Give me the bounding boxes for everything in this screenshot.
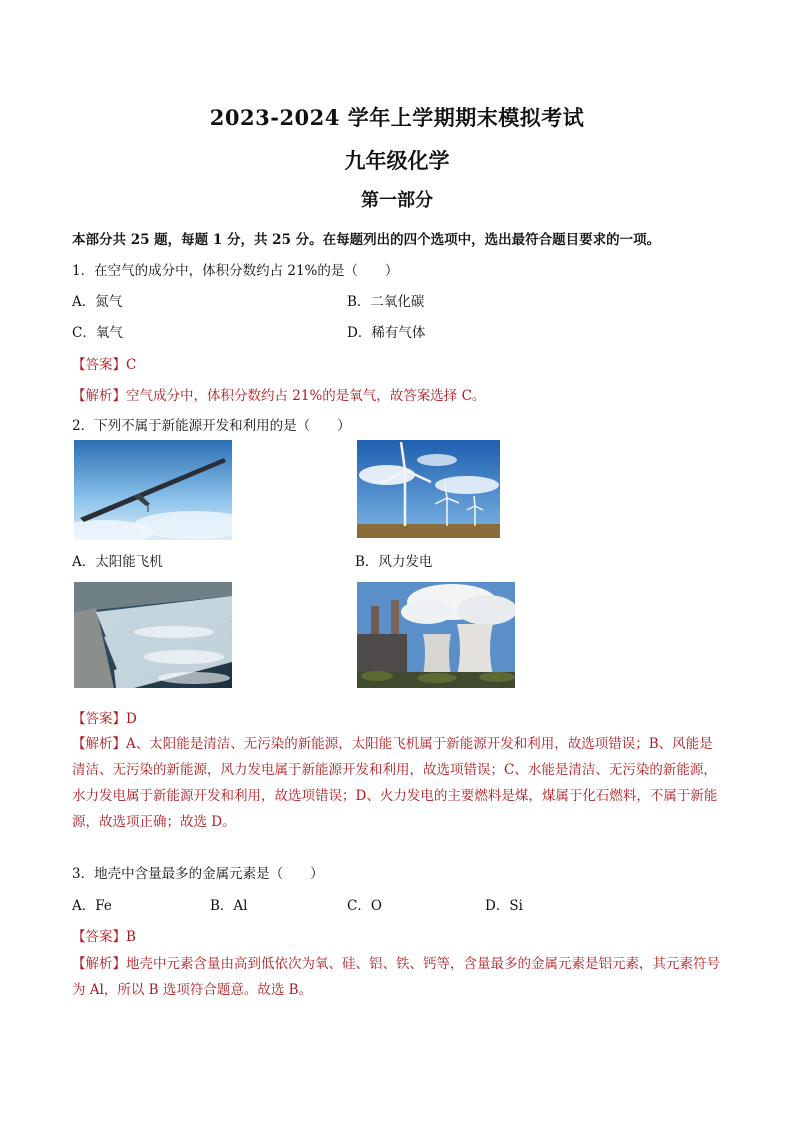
analysis-text: A、太阳能是清洁、无污染的新能源，太阳能飞机属于新能源开发和利用，故选项错误；B、风能是清洁、无污染的新能源，风力发电属于新能源开发和利用，故选项错误；C、水能是清洁、无污染的新能源，水力发电属于新能源开发和利用，故选项错误；D、火力发电的主要燃料是煤，煤属于化石燃料，不属于新能源，故选项正确；故选 D。 [72, 736, 718, 830]
q3-analysis [72, 951, 722, 1003]
answer-label: 【答案】 [72, 929, 126, 945]
q1-option-c: C．氧气 [72, 325, 123, 341]
q1-analysis [72, 384, 485, 404]
q2-answer [72, 707, 137, 727]
analysis-label: 【解析】 [72, 736, 126, 752]
analysis-text: 地壳中元素含量由高到低依次为氧、硅、铝、铁、钙等，含量最多的金属元素是铝元素，其元素符号为 Al，所以 B 选项符合题意。故选 B。 [72, 956, 720, 998]
solar-plane-image [74, 440, 232, 540]
answer-label: 【答案】 [72, 711, 126, 727]
q3-option-a: A．Fe [72, 898, 112, 914]
exam-subtitle: 九年级化学 [344, 148, 450, 173]
section-title: 第一部分 [361, 190, 433, 211]
wind-turbine-image [357, 440, 500, 538]
analysis-text: 空气成分中，体积分数约占 21%的是氧气，故答案选择 C。 [126, 388, 486, 404]
q2-analysis [72, 731, 722, 835]
q1-option-a: A．氮气 [72, 294, 123, 310]
exam-title: 2023-2024 学年上学期期末模拟考试 [209, 105, 585, 130]
q3-option-c: C．O [347, 898, 382, 914]
q3-answer [72, 925, 136, 945]
q1-answer [72, 353, 136, 373]
answer-label: 【答案】 [72, 357, 126, 373]
instructions: 本部分共 25 题，每题 1 分，共 25 分。在每题列出的四个选项中，选出最符合题目要求的一项。 [72, 232, 661, 248]
q3-option-d: D．Si [485, 898, 523, 914]
answer-value: D [126, 711, 137, 727]
hydro-dam-image [74, 582, 232, 688]
q1-option-d: D．稀有气体 [347, 325, 426, 341]
analysis-label: 【解析】 [72, 956, 126, 972]
question-2-stem: 2．下列不属于新能源开发和利用的是（ ） [72, 418, 351, 434]
q2-option-a: A．太阳能飞机 [72, 554, 163, 570]
question-1-stem: 1．在空气的成分中，体积分数约占 21%的是（ ） [72, 263, 399, 279]
answer-value: B [126, 929, 136, 945]
answer-value: C [126, 357, 137, 373]
power-plant-image [357, 582, 515, 688]
q1-option-b: B．二氧化碳 [347, 294, 425, 310]
analysis-label: 【解析】 [72, 388, 126, 404]
question-3-stem: 3．地壳中含量最多的金属元素是（ ） [72, 866, 324, 882]
q3-option-b: B．Al [210, 898, 248, 914]
q2-option-b: B．风力发电 [355, 554, 433, 570]
